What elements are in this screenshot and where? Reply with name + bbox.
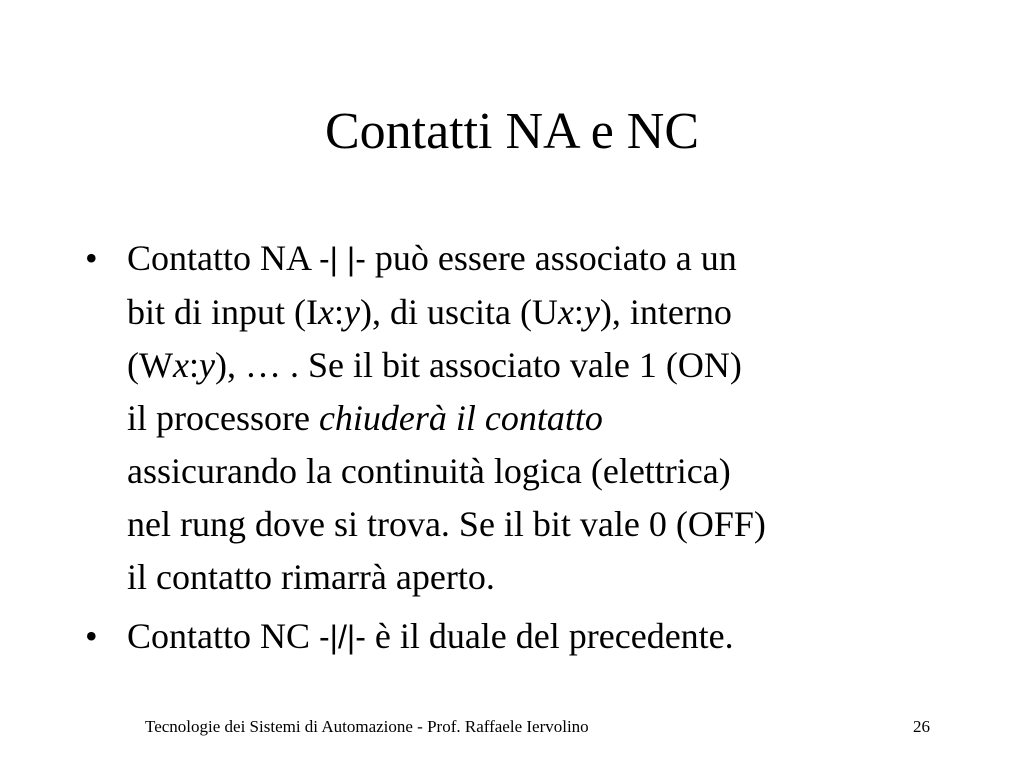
footer-text: Tecnologie dei Sistemi di Automazione - Prof. Raffaele Iervolino xyxy=(145,717,589,736)
contact-na-symbol: -| |- xyxy=(319,241,366,277)
text-run: è il duale del precedente. xyxy=(365,616,734,656)
bullet-line xyxy=(127,232,955,286)
variable-y: y xyxy=(583,292,600,332)
text-run: il processore xyxy=(127,398,319,438)
page-number: 26 xyxy=(913,717,930,736)
bullet-line: il contatto rimarrà aperto. xyxy=(127,557,495,597)
bullet-list xyxy=(85,232,955,664)
variable-y: y xyxy=(344,292,360,332)
text-run: Contatto NC xyxy=(127,616,320,656)
bullet-line xyxy=(127,392,955,445)
text-run: ), … . Se il bit associato vale 1 (ON) xyxy=(214,345,742,385)
text-run: : xyxy=(188,345,199,385)
bullet-marker: • xyxy=(85,238,98,278)
variable-y: y xyxy=(198,345,215,385)
bullet-line: nel rung dove si trova. Se il bit vale 0 (OFF) xyxy=(127,504,766,544)
slide-title: Contatti NA e NC xyxy=(324,103,700,160)
bullet-marker: • xyxy=(85,616,98,656)
bullet-line xyxy=(127,610,955,664)
text-run: bit di input (I xyxy=(127,292,318,332)
text-run: ), interno xyxy=(599,292,732,332)
text-run: Contatto NA xyxy=(127,238,320,278)
contact-nc-symbol: -|/|- xyxy=(319,619,366,655)
variable-x: x xyxy=(557,292,574,332)
bullet-line xyxy=(127,339,955,392)
text-run: può essere associato a un xyxy=(365,238,737,278)
bullet-contatto-na xyxy=(85,232,955,604)
bullet-contatto-nc xyxy=(85,610,955,664)
text-run: ), di uscita (U xyxy=(359,292,558,332)
text-run: (W xyxy=(127,345,173,385)
emphasis-text: chiuderà il contatto xyxy=(318,398,603,438)
bullet-line: assicurando la continuità logica (elettrica) xyxy=(127,451,731,491)
variable-x: x xyxy=(318,292,334,332)
text-run: : xyxy=(573,292,584,332)
text-run: : xyxy=(333,292,344,332)
variable-x: x xyxy=(172,345,189,385)
bullet-line xyxy=(127,286,955,339)
